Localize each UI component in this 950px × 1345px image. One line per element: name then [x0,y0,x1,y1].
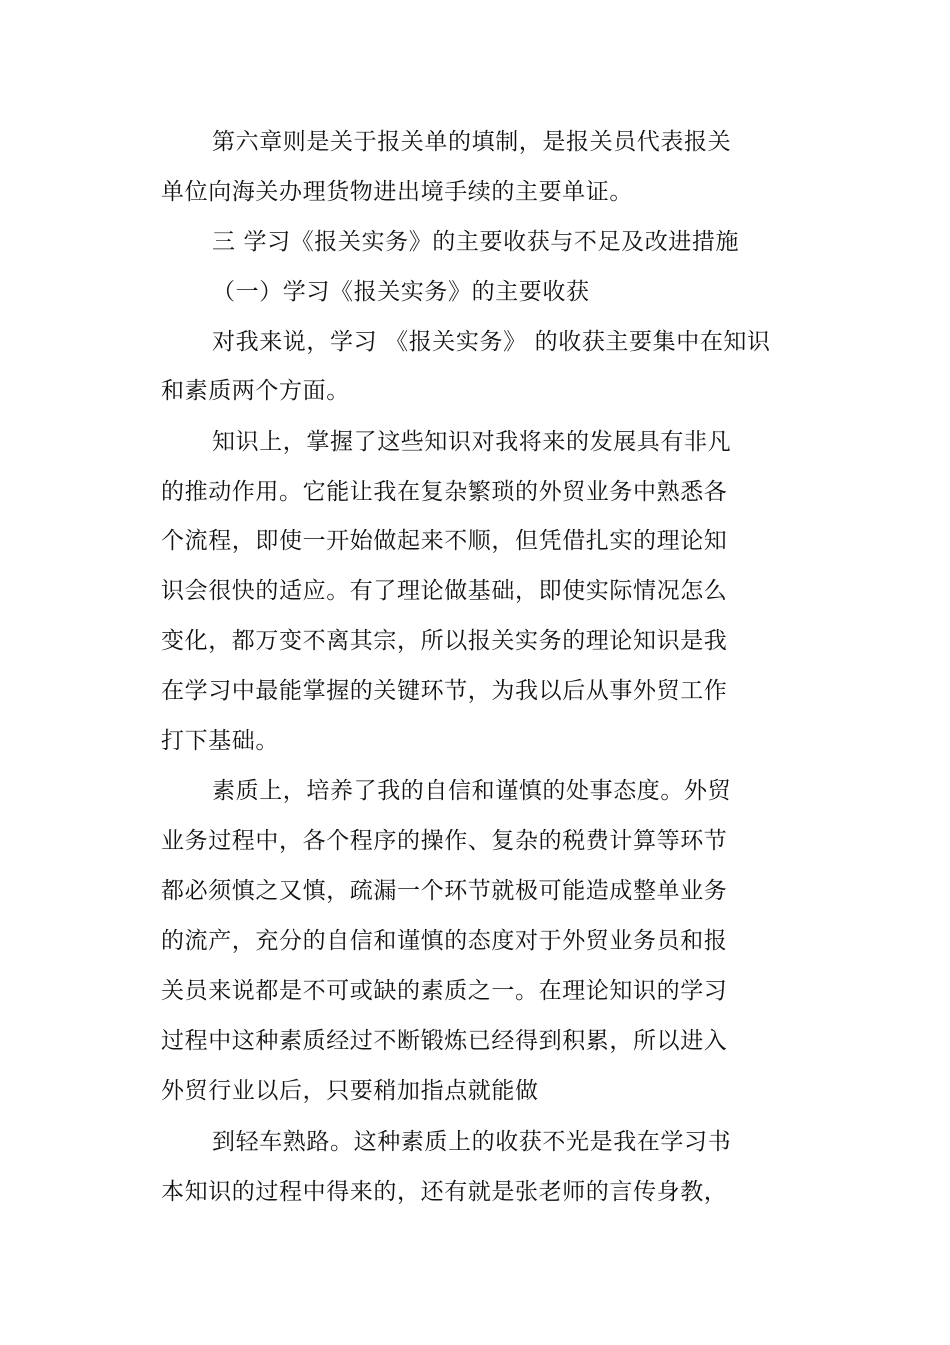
paragraph-line: 业务过程中，各个程序的操作、复杂的税费计算等环节 [161,828,728,854]
paragraph-line: 的流产，充分的自信和谨慎的态度对于外贸业务员和报 [161,928,728,954]
paragraph-line: 在学习中最能掌握的关键环节，为我以后从事外贸工作 [161,678,728,704]
paragraph-line: 第六章则是关于报关单的填制，是报关员代表报关 [212,129,732,155]
paragraph-line: 单位向海关办理货物进出境手续的主要单证。 [161,179,633,205]
paragraph-line: 识会很快的适应。有了理论做基础，即使实际情况怎么 [161,578,728,604]
paragraph-line: 对我来说，学习 《报关实务》 的收获主要集中在知识 [212,329,771,355]
paragraph-line: 知识上，掌握了这些知识对我将来的发展具有非凡 [212,429,732,455]
paragraph-line: 都必须慎之又慎，疏漏一个环节就极可能造成整单业务 [161,878,728,904]
paragraph-line: 的推动作用。它能让我在复杂繁琐的外贸业务中熟悉各 [161,479,728,505]
paragraph-line: 和素质两个方面。 [161,378,350,404]
paragraph-line: 外贸行业以后，只要稍加指点就能做 [161,1078,539,1104]
paragraph-line: 关员来说都是不可或缺的素质之一。在理论知识的学习 [161,978,728,1004]
section-heading: 三 学习《报关实务》的主要收获与不足及改进措施 [212,229,740,255]
paragraph-line: 变化，都万变不离其宗，所以报关实务的理论知识是我 [161,628,728,654]
subsection-heading: （一）学习《报关实务》的主要收获 [212,279,590,305]
paragraph-line: 个流程，即使一开始做起来不顺，但凭借扎实的理论知 [161,528,728,554]
paragraph-line: 过程中这种素质经过不断锻炼已经得到积累，所以进入 [161,1028,728,1054]
paragraph-line: 素质上，培养了我的自信和谨慎的处事态度。外贸 [212,778,732,804]
paragraph-line: 打下基础。 [161,728,279,754]
paragraph-line: 本知识的过程中得来的，还有就是张老师的言传身教， [161,1179,728,1205]
paragraph-line: 到轻车熟路。这种素质上的收获不光是我在学习书 [212,1129,732,1155]
